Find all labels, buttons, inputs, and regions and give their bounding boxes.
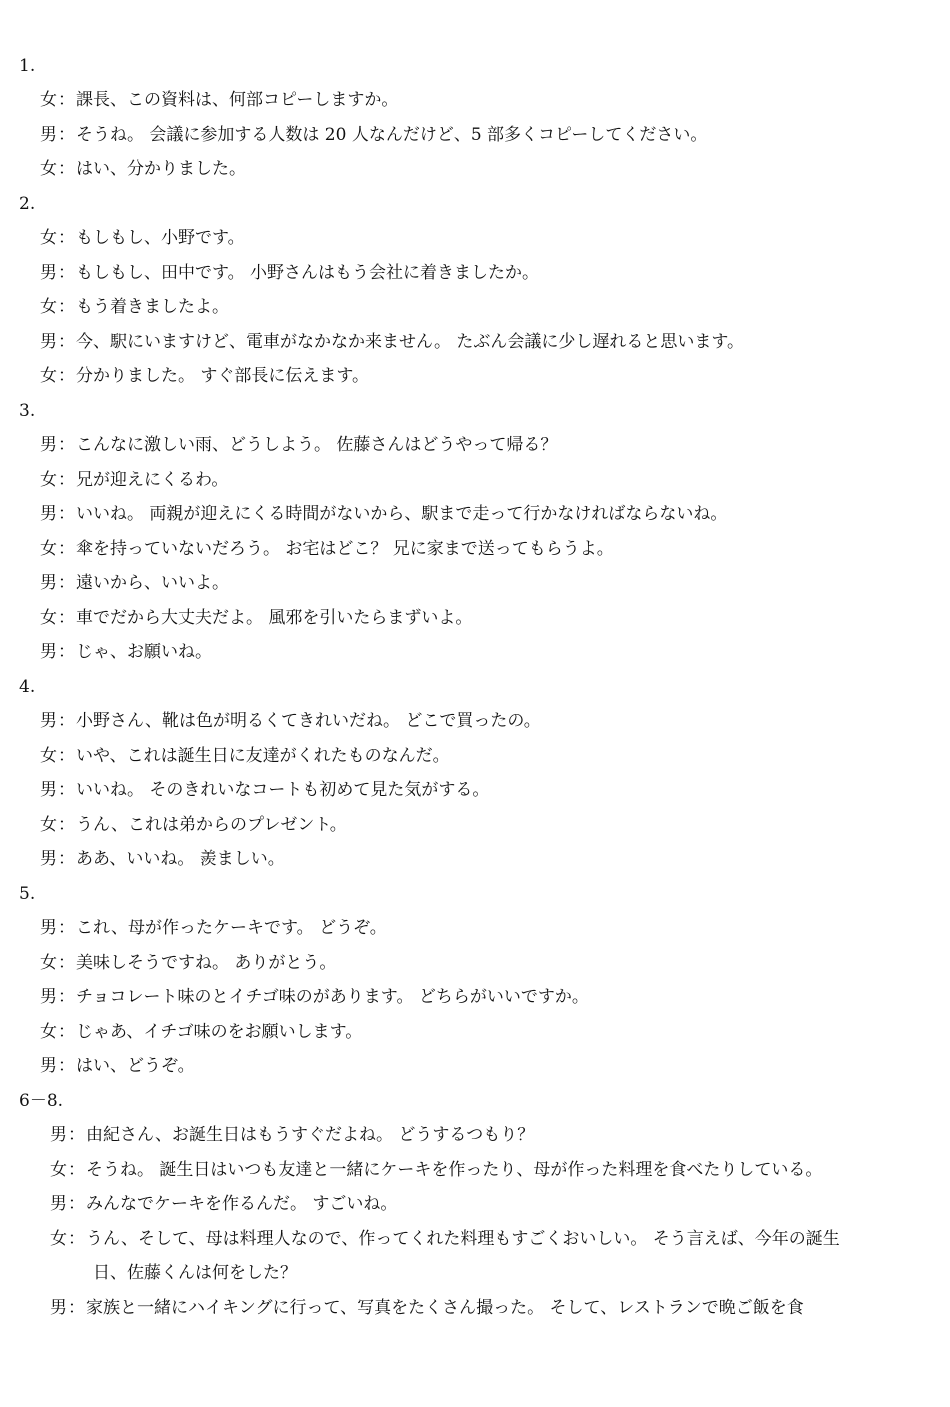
dialogue-line xyxy=(40,848,285,870)
colon: ： xyxy=(68,1160,85,1180)
dialogue-line xyxy=(40,641,212,663)
colon: ： xyxy=(58,159,75,179)
utterance: じゃあ、イチゴ味のをお願いします。 xyxy=(76,1022,363,1042)
utterance: じゃ、お願いね。 xyxy=(76,642,212,662)
speaker: 女 xyxy=(40,228,57,248)
colon: ： xyxy=(68,1125,85,1145)
utterance: ああ、いいね。 羨ましい。 xyxy=(76,849,285,869)
utterance: 車でだから大丈夫だよ。 風邪を引いたらまずいよ。 xyxy=(76,608,473,628)
utterance: もしもし、田中です。 小野さんはもう会社に着きましたか。 xyxy=(76,263,540,283)
dialogue-line xyxy=(40,469,228,491)
dialogue-line xyxy=(50,1124,534,1146)
speaker: 女 xyxy=(40,746,57,766)
utterance: はい、どうぞ。 xyxy=(76,1056,195,1076)
speaker: 男 xyxy=(40,1056,57,1076)
colon: ： xyxy=(58,642,75,662)
speaker: 女 xyxy=(40,815,57,835)
dialogue-line xyxy=(40,227,245,249)
speaker: 男 xyxy=(40,918,57,938)
colon: ： xyxy=(58,90,75,110)
colon: ： xyxy=(58,953,75,973)
speaker: 女 xyxy=(40,366,57,386)
colon: ： xyxy=(58,815,75,835)
utterance: そうね。 会議に参加する人数は 20 人なんだけど、5 部多くコピーしてください。 xyxy=(76,125,708,145)
colon: ： xyxy=(68,1194,85,1214)
speaker: 男 xyxy=(50,1298,67,1318)
colon: ： xyxy=(68,1298,85,1318)
dialogue-line xyxy=(40,434,557,456)
colon: ： xyxy=(58,539,75,559)
dialogue-line xyxy=(40,745,450,767)
utterance: うん、そして、母は料理人なので、作ってくれた料理もすごくおいしい。 そう言えば、今年の誕生 xyxy=(86,1229,840,1249)
dialogue-line xyxy=(50,1297,804,1319)
speaker: 女 xyxy=(50,1160,67,1180)
dialogue-line xyxy=(40,503,727,525)
utterance: もしもし、小野です。 xyxy=(76,228,245,248)
speaker: 女 xyxy=(40,608,57,628)
utterance: 小野さん、靴は色が明るくてきれいだね。 どこで買ったの。 xyxy=(76,711,541,731)
speaker: 男 xyxy=(40,504,57,524)
colon: ： xyxy=(58,504,75,524)
colon: ： xyxy=(58,435,75,455)
utterance: はい、分かりました。 xyxy=(76,159,246,179)
speaker: 男 xyxy=(40,711,57,731)
utterance: 分かりました。 すぐ部長に伝えます。 xyxy=(76,366,370,386)
utterance: 今、駅にいますけど、電車がなかなか来ません。 たぶん会議に少し遅れると思います。 xyxy=(76,332,745,352)
utterance: 課長、この資料は、何部コピーしますか。 xyxy=(76,90,399,110)
dialogue-line xyxy=(40,296,229,318)
colon: ： xyxy=(58,366,75,386)
dialogue-line xyxy=(40,538,614,560)
utterance: いいね。 両親が迎えにくる時間がないから、駅まで走って行かなければならないね。 xyxy=(76,504,728,524)
utterance: 由紀さん、お誕生日はもうすぐだよね。 どうするつもり？ xyxy=(86,1125,535,1145)
speaker: 男 xyxy=(50,1125,67,1145)
dialogue-line xyxy=(40,158,246,180)
utterance: 家族と一緒にハイキングに行って、写真をたくさん撮った。 そして、レストランで晩ご飯を食 xyxy=(86,1298,804,1318)
utterance: もう着きましたよ。 xyxy=(76,297,229,317)
speaker: 女 xyxy=(40,953,57,973)
dialogue-line xyxy=(50,1228,840,1250)
speaker: 女 xyxy=(50,1229,67,1249)
item-number: 6－8. xyxy=(19,1091,64,1111)
item-number: 1. xyxy=(19,56,36,76)
colon: ： xyxy=(58,849,75,869)
dialogue-line xyxy=(40,814,347,836)
dialogue-line xyxy=(40,917,387,939)
speaker: 男 xyxy=(40,987,57,1007)
dialogue-line-continuation: 日、佐藤くんは何をした？ xyxy=(93,1263,297,1283)
dialogue-line xyxy=(50,1159,822,1181)
colon: ： xyxy=(58,297,75,317)
dialogue-line xyxy=(40,365,369,387)
item-number: 2. xyxy=(19,194,36,214)
colon: ： xyxy=(58,608,75,628)
utterance: 遠いから、いいよ。 xyxy=(76,573,229,593)
utterance: 傘を持っていないだろう。 お宅はどこ？ 兄に家まで送ってもらうよ。 xyxy=(76,539,614,559)
speaker: 男 xyxy=(40,435,57,455)
colon: ： xyxy=(58,918,75,938)
dialogue-line xyxy=(40,779,489,801)
utterance: 美味しそうですね。 ありがとう。 xyxy=(76,953,337,973)
speaker: 男 xyxy=(40,573,57,593)
utterance: うん、これは弟からのプレゼント。 xyxy=(76,815,347,835)
utterance: そうね。 誕生日はいつも友達と一緒にケーキを作ったり、母が作った料理を食べたりしている。 xyxy=(86,1160,823,1180)
speaker: 女 xyxy=(40,297,57,317)
utterance: こんなに激しい雨、どうしよう。 佐藤さんはどうやって帰る？ xyxy=(76,435,558,455)
utterance: みんなでケーキを作るんだ。 すごいね。 xyxy=(86,1194,398,1214)
colon: ： xyxy=(58,1056,75,1076)
dialogue-line xyxy=(40,572,229,594)
dialogue-line xyxy=(50,1193,397,1215)
speaker: 男 xyxy=(40,332,57,352)
dialogue-line xyxy=(40,986,589,1008)
dialogue-line xyxy=(40,331,744,353)
speaker: 女 xyxy=(40,159,57,179)
dialogue-line xyxy=(40,1055,195,1077)
item-number: 4. xyxy=(19,677,36,697)
speaker: 女 xyxy=(40,1022,57,1042)
dialogue-line xyxy=(40,1021,362,1043)
colon: ： xyxy=(58,987,75,1007)
dialogue-line xyxy=(40,952,336,974)
item-number: 5. xyxy=(19,884,36,904)
speaker: 男 xyxy=(40,125,57,145)
speaker: 男 xyxy=(40,780,57,800)
speaker: 女 xyxy=(40,90,57,110)
colon: ： xyxy=(58,470,75,490)
dialogue-line xyxy=(40,607,472,629)
colon: ： xyxy=(58,573,75,593)
colon: ： xyxy=(68,1229,85,1249)
colon: ： xyxy=(58,332,75,352)
utterance: これ、母が作ったケーキです。 どうぞ。 xyxy=(76,918,387,938)
speaker: 男 xyxy=(40,642,57,662)
dialogue-line xyxy=(40,710,541,732)
item-number: 3. xyxy=(19,401,36,421)
dialogue-line xyxy=(40,89,398,111)
speaker: 男 xyxy=(40,849,57,869)
speaker: 女 xyxy=(40,470,57,490)
speaker: 女 xyxy=(40,539,57,559)
utterance: チョコレート味のとイチゴ味のがあります。 どちらがいいですか。 xyxy=(76,987,589,1007)
colon: ： xyxy=(58,780,75,800)
colon: ： xyxy=(58,125,75,145)
dialogue-line xyxy=(40,124,707,146)
speaker: 男 xyxy=(40,263,57,283)
dialogue-line xyxy=(40,262,539,284)
colon: ： xyxy=(58,746,75,766)
utterance: 兄が迎えにくるわ。 xyxy=(76,470,229,490)
colon: ： xyxy=(58,228,75,248)
colon: ： xyxy=(58,263,75,283)
colon: ： xyxy=(58,711,75,731)
speaker: 男 xyxy=(50,1194,67,1214)
utterance: いいね。 そのきれいなコートも初めて見た気がする。 xyxy=(76,780,490,800)
colon: ： xyxy=(58,1022,75,1042)
utterance: いや、これは誕生日に友達がくれたものなんだ。 xyxy=(76,746,450,766)
